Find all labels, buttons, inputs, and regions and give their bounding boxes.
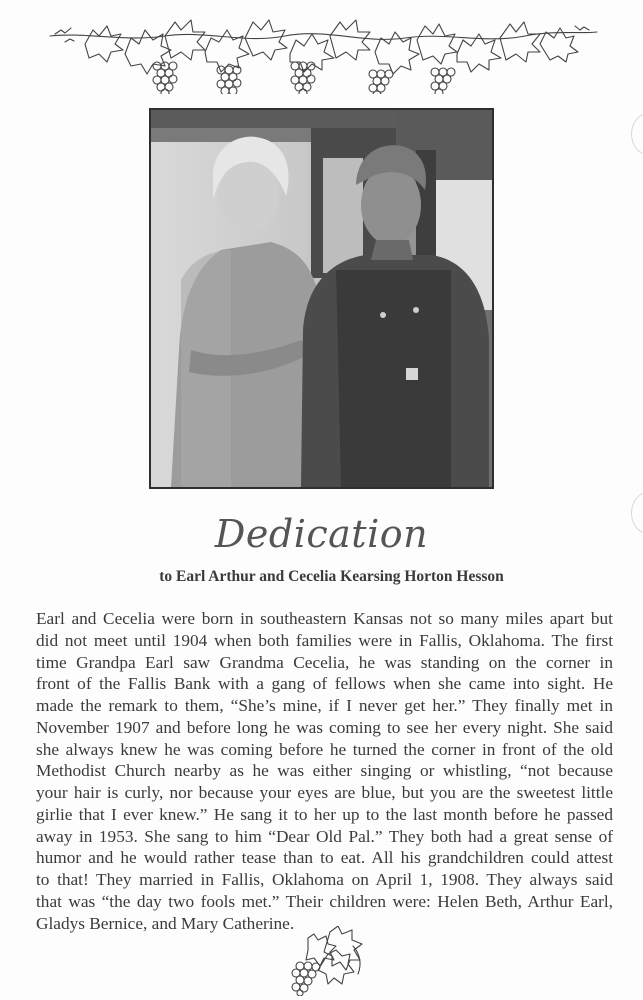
body-line: November 1907 and before long he was coming to see her every night. She said [36, 717, 613, 737]
dedication-subtitle: to Earl Arthur and Cecelia Kearsing Horton Hesson [159, 568, 504, 585]
grapevine-border-ornament [45, 14, 605, 94]
dedication-body [36, 608, 613, 934]
couple-portrait-photo [149, 108, 494, 489]
page-title: Dedication [214, 512, 429, 556]
body-line: girlie that I ever knew.” He sang it to her up to the last month before he passed [36, 804, 613, 824]
body-line: made the remark to them, “She’s mine, if I never get her.” They finally met in [36, 696, 613, 715]
body-line: away in 1953. She sang to him “Dear Old Pal.” They both had a great sense of [36, 826, 613, 846]
body-line: Methodist Church nearby as he was either singing or whistling, “not because [36, 761, 613, 781]
body-line: Earl and Cecelia were born in southeastern Kansas not so many miles apart but [36, 609, 613, 628]
body-line: Gladys Bernice, and Mary Catherine. [36, 913, 295, 933]
binder-hole-mark [631, 113, 643, 155]
grape-clusters [153, 62, 455, 94]
body-line: did not meet until 1904 when both families were in Fallis, Oklahoma. The first [36, 630, 613, 650]
vine-leaves [85, 20, 578, 74]
grape-cluster-ornament [278, 926, 373, 996]
body-line: she always knew he was coming before he turned the corner in front of the old [36, 739, 613, 759]
body-line: that was “the day two fools met.” Their children were: Helen Beth, Arthur Earl, [36, 891, 613, 911]
body-line: humor and he would rather tease than to eat. All his grandchildren could attest [36, 848, 613, 868]
body-line: to that! They married in Fallis, Oklahoma on April 1, 1908. They always said [36, 870, 613, 889]
body-line: front of the Fallis Bank with a gang of fellows when she came into sight. He [36, 674, 613, 694]
body-line: time Grandpa Earl saw Grandma Cecelia, he was standing on the corner in [36, 652, 613, 672]
body-line: your hair is curly, nor because your eyes are blue, but you are the sweetest little [36, 783, 613, 802]
